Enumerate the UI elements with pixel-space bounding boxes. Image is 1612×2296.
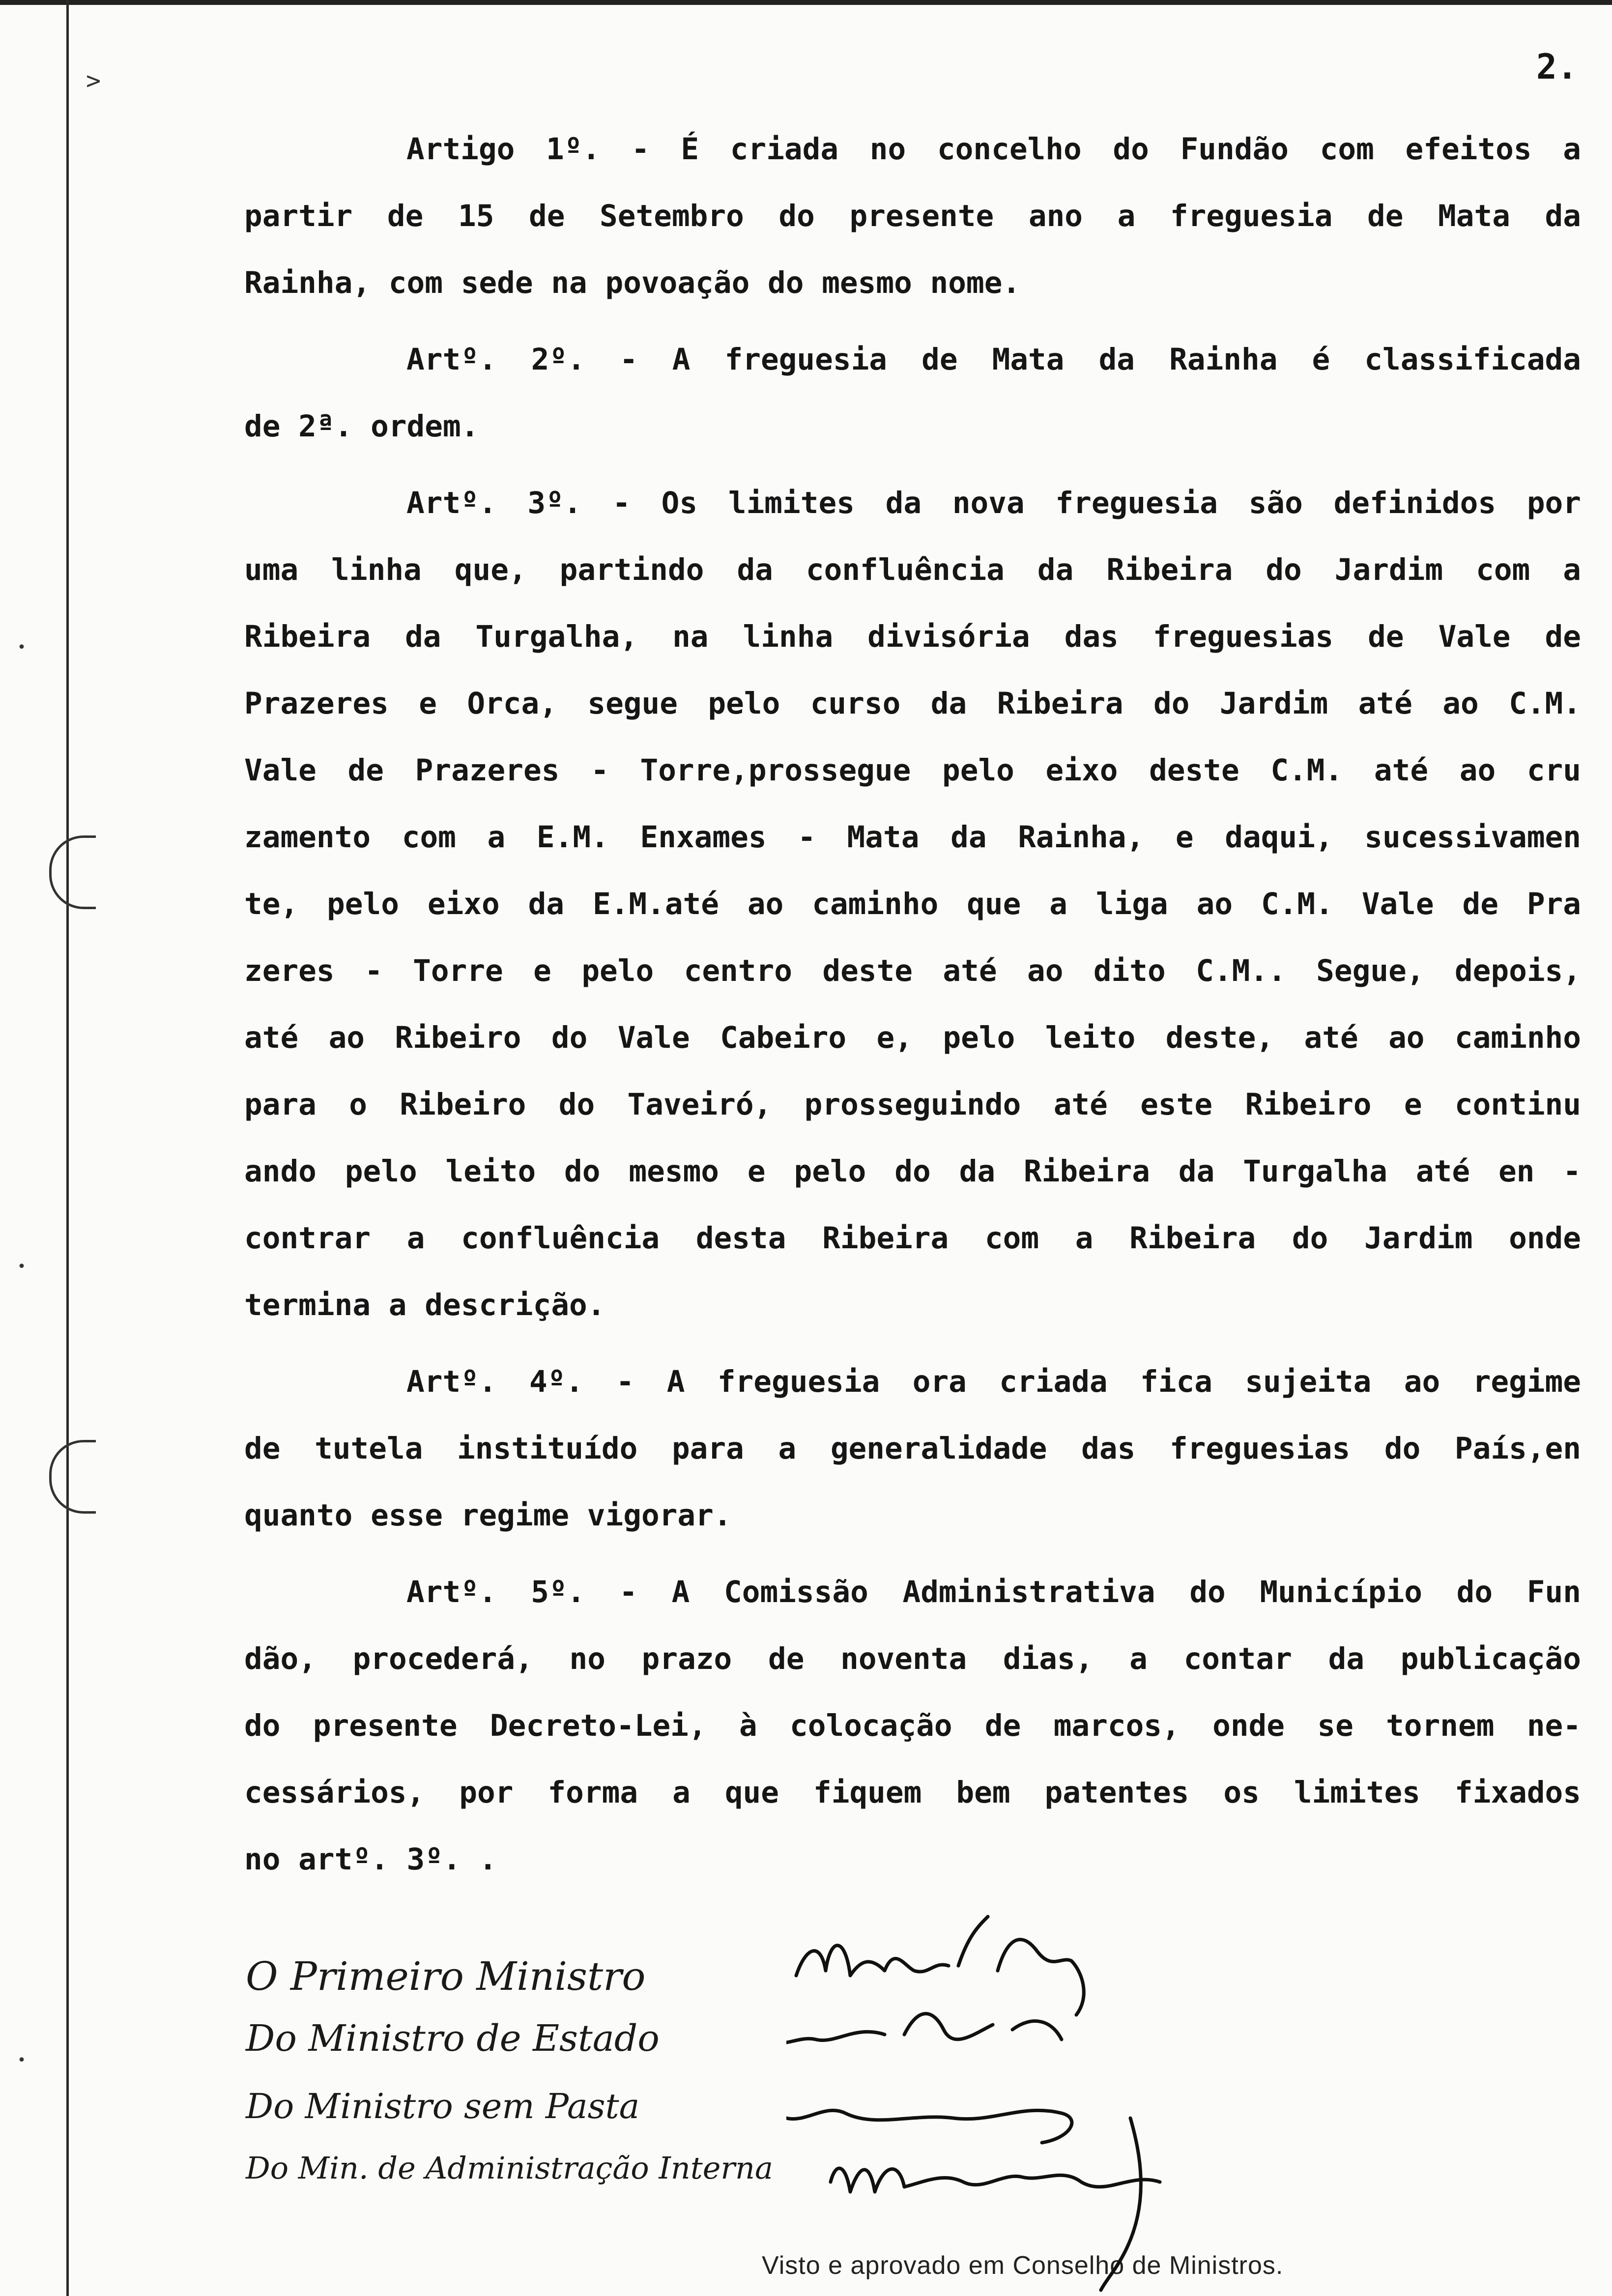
handwritten-label: Do Min. de Administração Interna	[246, 2150, 773, 2186]
handwritten-label: O Primeiro Ministro	[246, 1953, 646, 1999]
text-line: partir de 15 de Setembro do presente ano a freguesia de Mata da	[244, 199, 1581, 233]
text-line: até ao Ribeiro do Vale Cabeiro e, pelo leito deste, até ao caminho	[244, 1020, 1581, 1055]
text-line: zeres - Torre e pelo centro deste até ao dito C.M.. Segue, depois,	[244, 953, 1581, 988]
text-line: Artº. 5º. - A Comissão Administrativa do Município do Fun	[406, 1575, 1581, 1609]
text-line: zamento com a E.M. Enxames - Mata da Rainha, e daqui, sucessivamen	[244, 820, 1581, 855]
margin-dot: •	[17, 1258, 27, 1275]
handwritten-label: Do Ministro sem Pasta	[246, 2086, 640, 2126]
signature-1	[796, 1917, 1084, 2015]
text-line: no artº. 3º. .	[244, 1842, 497, 1877]
binder-hole-mark	[49, 1440, 96, 1514]
text-line: de 2ª. ordem.	[244, 409, 479, 444]
article-paragraph	[244, 116, 1581, 316]
handwritten-label: Do Ministro de Estado	[246, 2017, 660, 2060]
text-line: Prazeres e Orca, segue pelo curso da Ribeira do Jardim até ao C.M.	[244, 686, 1581, 721]
text-line: Ribeira da Turgalha, na linha divisória das freguesias de Vale de	[244, 619, 1581, 654]
signature-4	[831, 2118, 1160, 2290]
text-line: cessários, por forma a que fiquem bem patentes os limites fixados	[244, 1775, 1581, 1810]
text-line: para o Ribeiro do Taveiró, prosseguindo até este Ribeiro e continu	[244, 1087, 1581, 1122]
text-line: te, pelo eixo da E.M.até ao caminho que a liga ao C.M. Vale de Pra	[244, 887, 1581, 921]
top-border	[0, 0, 1612, 5]
text-line: Artº. 2º. - A freguesia de Mata da Rainha é classificada	[406, 342, 1581, 377]
margin-dot: •	[17, 2052, 27, 2069]
text-line: ando pelo leito do mesmo e pelo do da Ribeira da Turgalha até en -	[244, 1154, 1581, 1189]
text-line: Rainha, com sede na povoação do mesmo nome.	[244, 265, 1021, 300]
article-paragraph	[244, 326, 1581, 460]
signatures-image	[786, 1907, 1450, 2295]
binder-hole-mark	[49, 835, 96, 909]
approval-stamp: Visto e aprovado em Conselho de Ministros.	[762, 2251, 1284, 2280]
article-paragraph	[244, 470, 1581, 1339]
decree-body	[244, 116, 1581, 1893]
margin-dot: •	[17, 639, 27, 656]
text-line: Artº. 3º. - Os limites da nova freguesia são definidos por	[406, 486, 1581, 520]
article-paragraph	[244, 1349, 1581, 1549]
text-line: do presente Decreto-Lei, à colocação de marcos, onde se tornem ne-	[244, 1708, 1581, 1743]
text-line: contrar a confluência desta Ribeira com a Ribeira do Jardim onde	[244, 1221, 1581, 1256]
text-line: termina a descrição.	[244, 1288, 605, 1322]
text-line: de tutela instituído para a generalidade das freguesias do País,en	[244, 1431, 1581, 1466]
signature-3	[786, 2088, 1072, 2143]
left-margin-line	[66, 0, 69, 2296]
text-line: dão, procederá, no prazo de noventa dias, a contar da publicação	[244, 1641, 1581, 1676]
text-line: uma linha que, partindo da confluência da Ribeira do Jardim com a	[244, 552, 1581, 587]
text-line: quanto esse regime vigorar.	[244, 1498, 732, 1533]
text-line: Vale de Prazeres - Torre,prossegue pelo eixo deste C.M. até ao cru	[244, 753, 1581, 788]
text-line: Artº. 4º. - A freguesia ora criada fica sujeita ao regime	[406, 1364, 1581, 1399]
text-line: Artigo 1º. - É criada no concelho do Fundão com efeitos a	[406, 132, 1581, 167]
signature-2	[786, 2014, 1062, 2044]
page-number: 2.	[1536, 47, 1578, 87]
article-paragraph	[244, 1559, 1581, 1893]
margin-mark: >	[86, 66, 101, 95]
